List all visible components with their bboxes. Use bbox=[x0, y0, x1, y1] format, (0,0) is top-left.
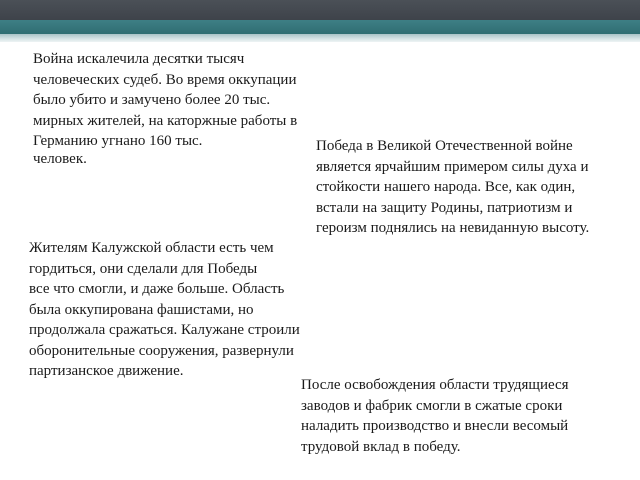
victory-paragraph bbox=[316, 136, 589, 239]
text-line: мирных жителей, на каторжные работы в bbox=[33, 112, 298, 129]
slide-header-stripe bbox=[0, 20, 640, 34]
text-line: заводов и фабрик смогли в сжатые сроки bbox=[301, 397, 563, 414]
text-line: встали на защиту Родины, патриотизм и bbox=[316, 199, 573, 216]
text-line: было убито и замучено более 20 тыс. bbox=[33, 92, 271, 108]
text-line: трудовой вклад в победу. bbox=[301, 438, 461, 455]
text-line: Жителям Калужской области есть чем bbox=[29, 240, 274, 256]
text-line: является ярчайшим примером силы духа и bbox=[316, 158, 589, 175]
text-line: партизанское движение. bbox=[29, 363, 184, 379]
war-losses-paragraph bbox=[33, 49, 297, 152]
kaluga-region-paragraph bbox=[29, 238, 300, 382]
slide-header-bar bbox=[0, 0, 640, 20]
text-line: человеческих судеб. Во время оккупации bbox=[33, 71, 297, 88]
slide-header-fade bbox=[0, 34, 640, 42]
text-line: продолжала сражаться. Калужане строили bbox=[29, 322, 300, 338]
text-line: Победа в Великой Отечественной войне bbox=[316, 138, 573, 154]
war-losses-paragraph-tail bbox=[33, 149, 87, 170]
text-line: оборонительные сооружения, развернули bbox=[29, 342, 294, 359]
text-line: стойкости нашего народа. Все, как один, bbox=[316, 179, 576, 195]
text-line: гордиться, они сделали для Победы bbox=[29, 260, 258, 277]
post-liberation-paragraph bbox=[301, 375, 569, 457]
text-line: героизм поднялись на невиданную высоту. bbox=[316, 220, 590, 236]
text-line: была оккупирована фашистами, но bbox=[29, 301, 254, 318]
text-line: человек. bbox=[33, 151, 87, 167]
text-line: наладить производство и внесли весомый bbox=[301, 418, 569, 434]
text-line: Германию угнано 160 тыс. bbox=[33, 133, 203, 149]
text-line: После освобождения области трудящиеся bbox=[301, 377, 569, 393]
text-line: Война искалечила десятки тысяч bbox=[33, 51, 245, 67]
text-line: все что смогли, и даже больше. Область bbox=[29, 281, 285, 297]
